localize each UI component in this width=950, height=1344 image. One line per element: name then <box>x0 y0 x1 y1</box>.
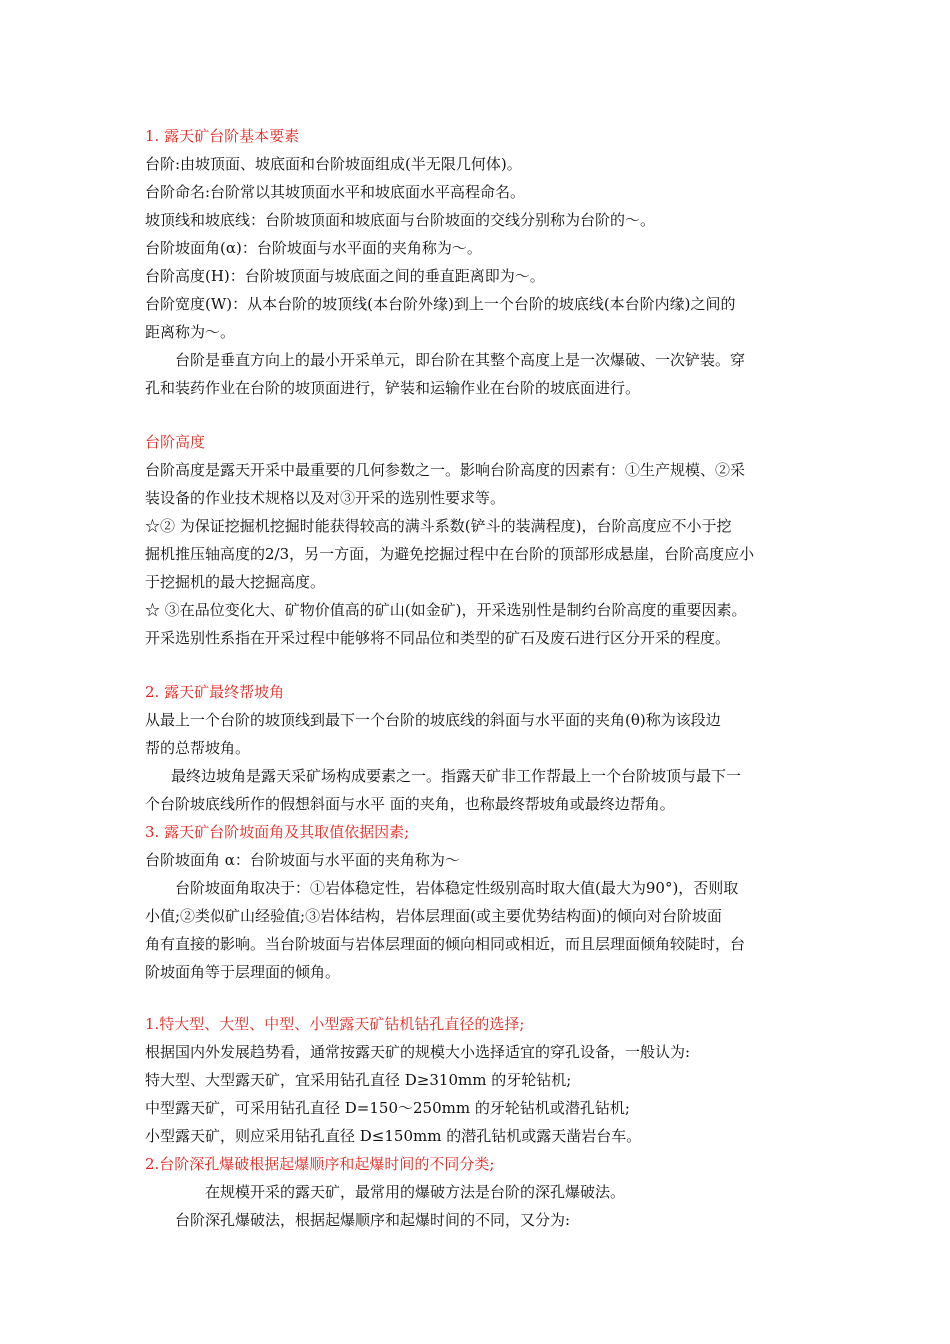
paragraph-line: 最终边坡角是露天采矿场构成要素之一。指露天矿非工作帮最上一个台阶坡顶与最下一 <box>171 767 742 785</box>
paragraph-line: 孔和装药作业在台阶的坡顶面进行，铲装和运输作业在台阶的坡底面进行。 <box>145 379 641 397</box>
paragraph-line: 角有直接的影响。当台阶坡面与岩体层理面的倾向相同或相近，而且层理面倾角较陡时，台 <box>145 935 746 953</box>
text-line: 台阶命名:台阶常以其坡顶面水平和坡底面水平高程命名。 <box>145 183 526 201</box>
text-line: 开采选别性系指在开采过程中能够将不同品位和类型的矿石及废石进行区分开采的程度。 <box>145 629 731 647</box>
section-heading: 1. 露天矿台阶基本要素 <box>145 127 300 145</box>
section-heading: 3. 露天矿台阶坡面角及其取值依据因素; <box>145 823 410 841</box>
text-line: 坡顶线和坡底线：台阶坡顶面和坡底面与台阶坡面的交线分别称为台阶的～。 <box>145 211 656 229</box>
spacer <box>145 986 815 1010</box>
paragraph-line: 小值;②类似矿山经验值;③岩体结构，岩体层理面(或主要优势结构面)的倾向对台阶坡面 <box>145 907 722 925</box>
section-heading: 台阶高度 <box>145 433 206 451</box>
spacer <box>145 402 815 428</box>
paragraph-line: 在规模开采的露天矿，最常用的爆破方法是台阶的深孔爆破法。 <box>205 1183 626 1201</box>
text-line: 小型露天矿，则应采用钻孔直径 D≤150mm 的潜孔钻机或露天凿岩台车。 <box>145 1127 642 1145</box>
document-body <box>145 122 815 1234</box>
text-line: 根据国内外发展趋势看，通常按露天矿的规模大小选择适宜的穿孔设备，一般认为: <box>145 1043 691 1061</box>
text-line: 台阶高度(H)：台阶坡顶面与坡底面之间的垂直距离即为～。 <box>145 267 545 285</box>
section-heading: 1.特大型、大型、中型、小型露天矿钻机钻孔直径的选择; <box>145 1015 525 1033</box>
section-heading: 2.台阶深孔爆破根据起爆顺序和起爆时间的不同分类; <box>145 1155 495 1173</box>
text-line: 从最上一个台阶的坡顶线到最下一个台阶的坡底线的斜面与水平面的夹角(θ)称为该段边 <box>145 711 721 729</box>
text-line: 帮的总帮坡角。 <box>145 739 251 757</box>
text-line: 装设备的作业技术规格以及对③开采的选别性要求等。 <box>145 489 506 507</box>
text-line: ☆② 为保证挖掘机挖掘时能获得较高的满斗系数(铲斗的装满程度)，台阶高度应不小于挖 <box>145 517 732 535</box>
paragraph-line: 台阶是垂直方向上的最小开采单元，即台阶在其整个高度上是一次爆破、一次铲装。穿 <box>175 351 746 369</box>
paragraph-line: 台阶坡面角取决于：①岩体稳定性，岩体稳定性级别高时取大值(最大为90°)，否则取 <box>175 879 739 897</box>
text-line: 台阶坡面角 α：台阶坡面与水平面的夹角称为～ <box>145 851 460 869</box>
text-line: 距离称为～。 <box>145 323 236 341</box>
paragraph-line: 阶坡面角等于层理面的倾角。 <box>145 963 341 981</box>
section-heading: 2. 露天矿最终帮坡角 <box>145 683 285 701</box>
text-line: 台阶坡面角(α)：台阶坡面与水平面的夹角称为～。 <box>145 239 482 257</box>
spacer <box>145 652 815 678</box>
paragraph-line: 台阶深孔爆破法，根据起爆顺序和起爆时间的不同，又分为: <box>175 1211 571 1229</box>
text-line: 特大型、大型露天矿，宜采用钻孔直径 D≥310mm 的牙轮钻机; <box>145 1071 572 1089</box>
text-line: ☆ ③在品位变化大、矿物价值高的矿山(如金矿)，开采选别性是制约台阶高度的重要因素。 <box>145 601 747 619</box>
text-line: 台阶宽度(W)：从本台阶的坡顶线(本台阶外缘)到上一个台阶的坡底线(本台阶内缘)之间的 <box>145 295 736 313</box>
text-line: 于挖掘机的最大挖掘高度。 <box>145 573 326 591</box>
text-line: 中型露天矿，可采用钻孔直径 D=150～250mm 的牙轮钻机或潜孔钻机; <box>145 1099 630 1117</box>
text-line: 台阶:由坡顶面、坡底面和台阶坡面组成(半无限几何体)。 <box>145 155 522 173</box>
text-line: 台阶高度是露天开采中最重要的几何参数之一。影响台阶高度的因素有：①生产规模、②采 <box>145 461 746 479</box>
text-line: 掘机推压轴高度的2/3，另一方面，为避免挖掘过程中在台阶的顶部形成悬崖，台阶高度应小 <box>145 545 755 563</box>
paragraph-line: 个台阶坡底线所作的假想斜面与水平 面的夹角，也称最终帮坡角或最终边帮角。 <box>145 795 675 813</box>
